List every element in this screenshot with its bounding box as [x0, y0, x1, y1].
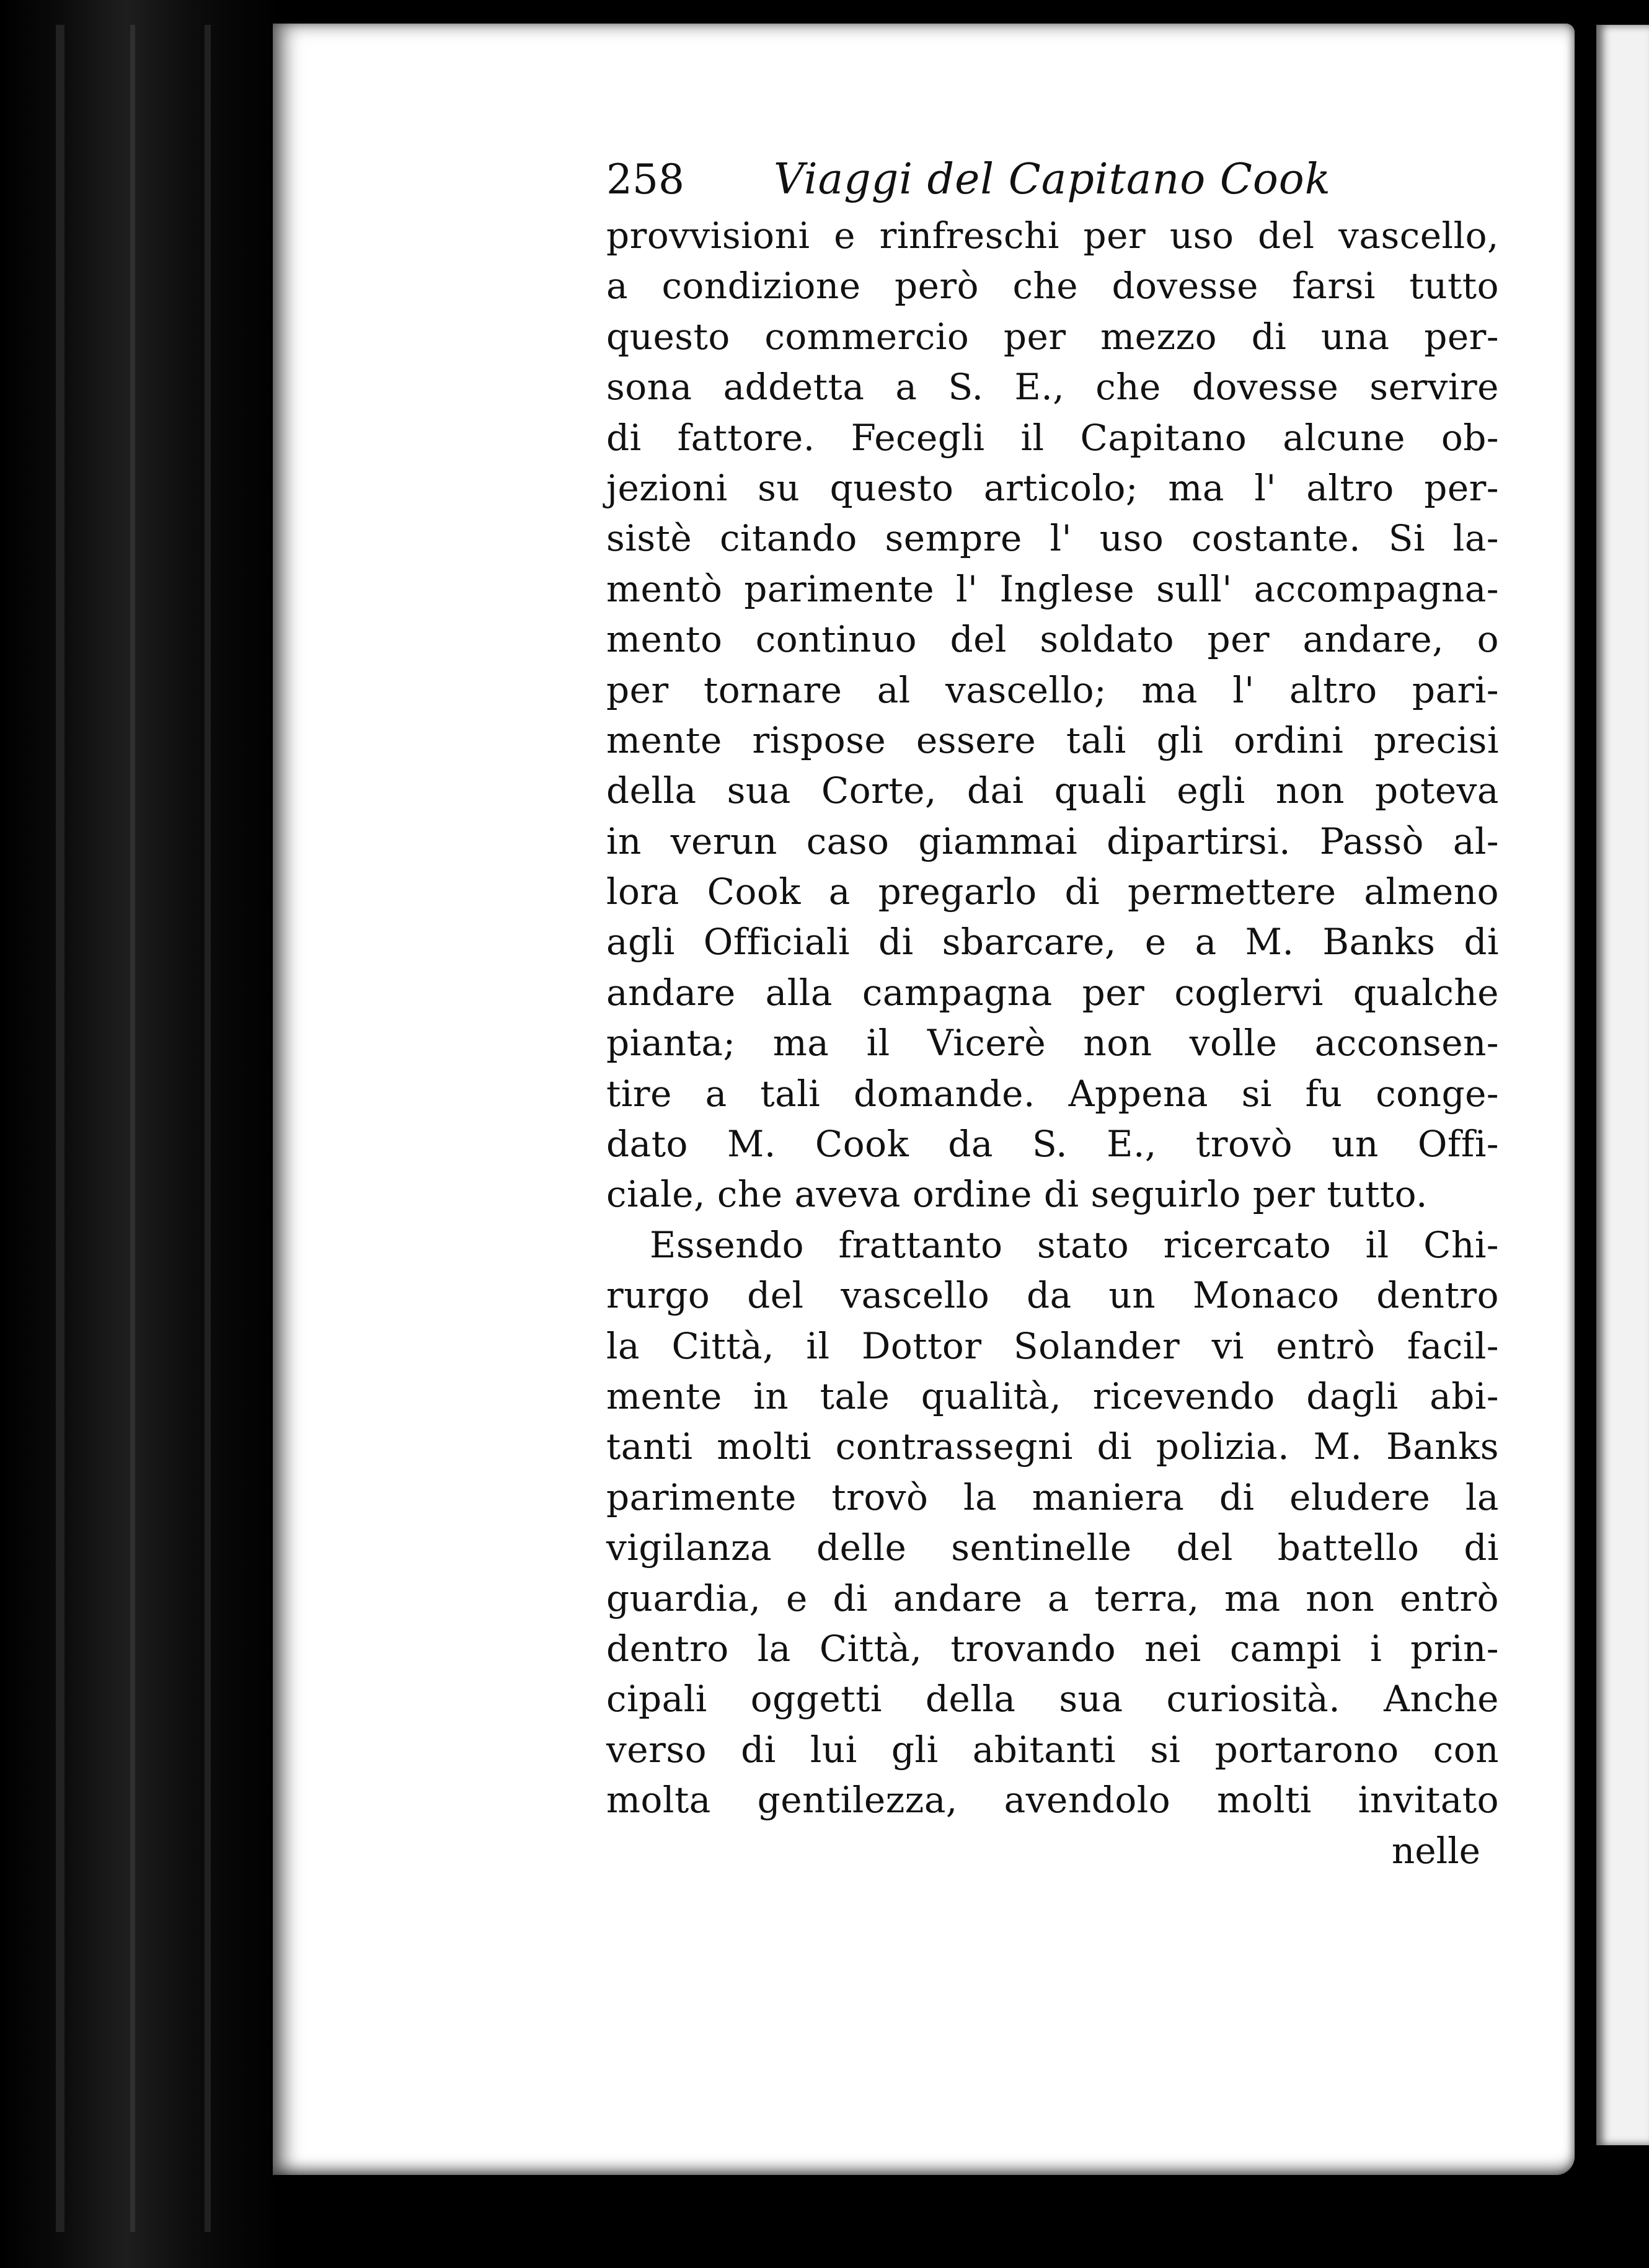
text-line: mento continuo del soldato per andare, o: [606, 618, 1499, 661]
text-line: per tornare al vascello; ma l' altro pari-: [606, 668, 1499, 711]
text-line: tanti molti contrassegni di polizia. M. Banks: [606, 1425, 1499, 1468]
text-line: vigilanza delle sentinelle del battello di: [606, 1526, 1499, 1569]
spine-streak: [56, 25, 64, 2232]
spine-streak: [205, 25, 211, 2232]
text-line: dato M. Cook da S. E., trovò un Offi-: [606, 1123, 1499, 1166]
text-line: questo commercio per mezzo di una per-: [606, 315, 1499, 358]
text-line: la Città, il Dottor Solander vi entrò facil-: [606, 1324, 1499, 1367]
facing-page-edge: [1596, 25, 1649, 2145]
text-line: rurgo del vascello da un Monaco dentro: [606, 1274, 1499, 1317]
text-line: andare alla campagna per coglervi qualche: [606, 971, 1499, 1014]
text-line: a condizione però che dovesse farsi tutto: [606, 265, 1499, 308]
text-line: molta gentilezza, avendolo molti invitato: [606, 1779, 1499, 1822]
page-number: 258: [606, 156, 684, 203]
text-line: dentro la Città, trovando nei campi i prin-: [606, 1627, 1499, 1670]
running-head: [606, 149, 1499, 211]
text-line: guardia, e di andare a terra, ma non entrò: [606, 1577, 1499, 1619]
text-line: mentò parimente l' Inglese sull' accompagna-: [606, 567, 1499, 610]
text-line: Essendo frattanto stato ricercato il Chi-: [650, 1223, 1499, 1266]
text-line: agli Officiali di sbarcare, e a M. Banks di: [606, 921, 1499, 963]
text-line: ciale, che aveva ordine di seguirlo per tutto.: [606, 1173, 1428, 1216]
text-line: verso di lui gli abitanti si portarono con: [606, 1728, 1499, 1771]
text-line: sistè citando sempre l' uso costante. Si la-: [606, 517, 1499, 560]
text-line: lora Cook a pregarlo di permettere almeno: [606, 870, 1499, 913]
text-line: di fattore. Fecegli il Capitano alcune ob-: [606, 416, 1499, 459]
text-line: sona addetta a S. E., che dovesse servire: [606, 366, 1499, 409]
catchword: nelle: [1391, 1829, 1480, 1872]
page-text: [606, 149, 1499, 1876]
book-spine: [0, 0, 279, 2268]
text-line: parimente trovò la maniera di eludere la: [606, 1476, 1499, 1518]
text-line: provvisioni e rinfreschi per uso del vascello,: [606, 215, 1499, 257]
spine-streak: [130, 25, 135, 2232]
text-line: in verun caso giammai dipartirsi. Passò al-: [606, 820, 1499, 862]
text-line: pianta; ma il Vicerè non volle acconsen-: [606, 1022, 1499, 1065]
running-title: Viaggi del Capitano Cook: [774, 155, 1331, 204]
text-line: cipali oggetti della sua curiosità. Anche: [606, 1678, 1499, 1721]
text-line: mente rispose essere tali gli ordini precisi: [606, 719, 1499, 761]
text-line: mente in tale qualità, ricevendo dagli abi-: [606, 1375, 1499, 1417]
text-line: della sua Corte, dai quali egli non poteva: [606, 769, 1499, 812]
text-line: jezioni su questo articolo; ma l' altro per-: [606, 466, 1499, 509]
text-line: tire a tali domande. Appena si fu conge-: [606, 1072, 1499, 1115]
